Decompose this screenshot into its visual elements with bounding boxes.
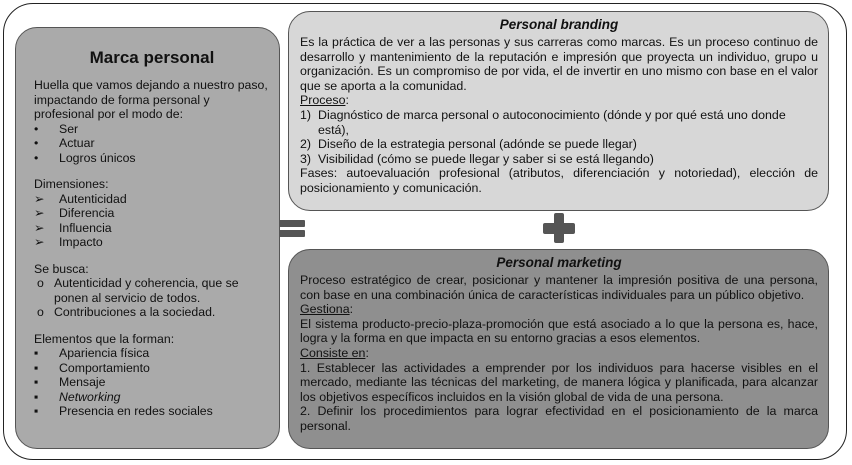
personal-branding-box (288, 11, 829, 211)
arrow-bullet-icon: ➢ (34, 235, 45, 249)
list-item: ➢ Impacto (34, 235, 103, 249)
elementos-list (34, 346, 270, 419)
square-bullet-icon: ▪ (34, 346, 39, 360)
square-bullet-icon: ▪ (34, 360, 39, 375)
list-item: ▪ Comportamiento (34, 360, 150, 375)
busca-list (34, 276, 270, 320)
personal-marketing-description: Proceso estratégico de crear, posicionar y mantener la impresión positiva de una persona, con base en una combinación única de características individuales para un público objetivo. (300, 273, 818, 302)
proceso-steps (300, 108, 818, 166)
proceso-label: Proceso: (300, 93, 349, 108)
consiste-label: Consiste en: (300, 345, 369, 360)
circle-bullet-icon: o (37, 305, 44, 319)
list-item: 1) Diagnóstico de marca personal o autoconocimiento (dónde y por qué está uno donde está), (300, 107, 786, 137)
list-item: o Autenticidad y coherencia, que se ponen al servicio de todos. (34, 276, 270, 305)
square-bullet-icon: ▪ (34, 375, 39, 389)
list-item: ▪ Mensaje (34, 375, 106, 389)
personal-marketing-box (288, 249, 829, 449)
circle-bullet-icon: o (37, 276, 44, 290)
marca-personal-title: Marca personal (89, 48, 215, 67)
list-item: 3) Visibilidad (cómo se puede llegar y saber si se está llegando) (300, 151, 654, 166)
list-item: ▪ Apariencia física (34, 346, 150, 360)
plus-icon (543, 213, 575, 243)
bullet-icon: • (34, 150, 39, 165)
arrow-bullet-icon: ➢ (34, 191, 45, 206)
list-item: ▪ Networking (34, 389, 121, 404)
arrow-bullet-icon: ➢ (34, 206, 45, 220)
personal-branding-title: Personal branding (499, 17, 619, 32)
list-item: ▪ Presencia en redes sociales (34, 404, 213, 418)
dimensiones-label: Dimensiones: (34, 177, 109, 191)
bullet-icon: • (34, 136, 39, 150)
fases-text: Fases: autoevaluación profesional (atributos, diferenciación y notoriedad), elección de posicionamiento y comunicación. (300, 166, 818, 195)
elementos-label: Elementos que la forman: (34, 331, 175, 346)
personal-marketing-title: Personal marketing (496, 255, 622, 270)
modo-list (34, 122, 270, 166)
gestiona-text: El sistema producto-precio-plaza-promoción que está asociado a lo que la persona es, hace, logra y la forma en que impacta en su entorno gracias a esos elementos. (300, 316, 818, 346)
bullet-icon: • (34, 121, 39, 136)
consiste-item-2: 2. Definir los procedimientos para lograr efectividad en el posicionamiento de la marca personal. (300, 404, 818, 433)
equals-icon (279, 217, 305, 239)
square-bullet-icon: ▪ (34, 404, 39, 418)
list-item: • Ser (34, 121, 79, 136)
personal-branding-description: Es la práctica de ver a las personas y sus carreras como marcas. Es un proceso continuo de desarrollo y mantenimiento de la reputación e impresión que proyecta un individuo, grupo u organización. Es un compromiso de por vida, el de invertir en uno mismo con base en el valor que se aporta a la comunidad. (300, 35, 818, 93)
arrow-bullet-icon: ➢ (34, 220, 45, 235)
busca-label: Se busca: (34, 261, 89, 276)
dimensiones-list (34, 192, 270, 250)
list-item: ➢ Autenticidad (34, 191, 127, 206)
list-item: o Contribuciones a la sociedad. (34, 305, 270, 320)
list-item: 2) Diseño de la estrategia personal (adónde se puede llegar) (300, 137, 637, 152)
marca-personal-intro: Huella que vamos dejando a nuestro paso, impactando de forma personal y profesional por el modo de: (34, 78, 268, 121)
list-item: • Logros únicos (34, 150, 136, 165)
consiste-item-1: 1. Establecer las actividades a emprender por los individuos para hacerse visibles en el mercado, mediante las técnicas del marketing, de manera lógica y planificada, para alcanzar los objetivos específicos incluidos en la visión global de vida de una persona. (300, 360, 818, 404)
marca-personal-box (15, 27, 280, 449)
gestiona-label: Gestiona: (300, 302, 354, 317)
list-item: ➢ Influencia (34, 220, 112, 235)
list-item: • Actuar (34, 136, 95, 150)
square-bullet-icon: ▪ (34, 389, 39, 404)
list-item: ➢ Diferencia (34, 206, 115, 220)
